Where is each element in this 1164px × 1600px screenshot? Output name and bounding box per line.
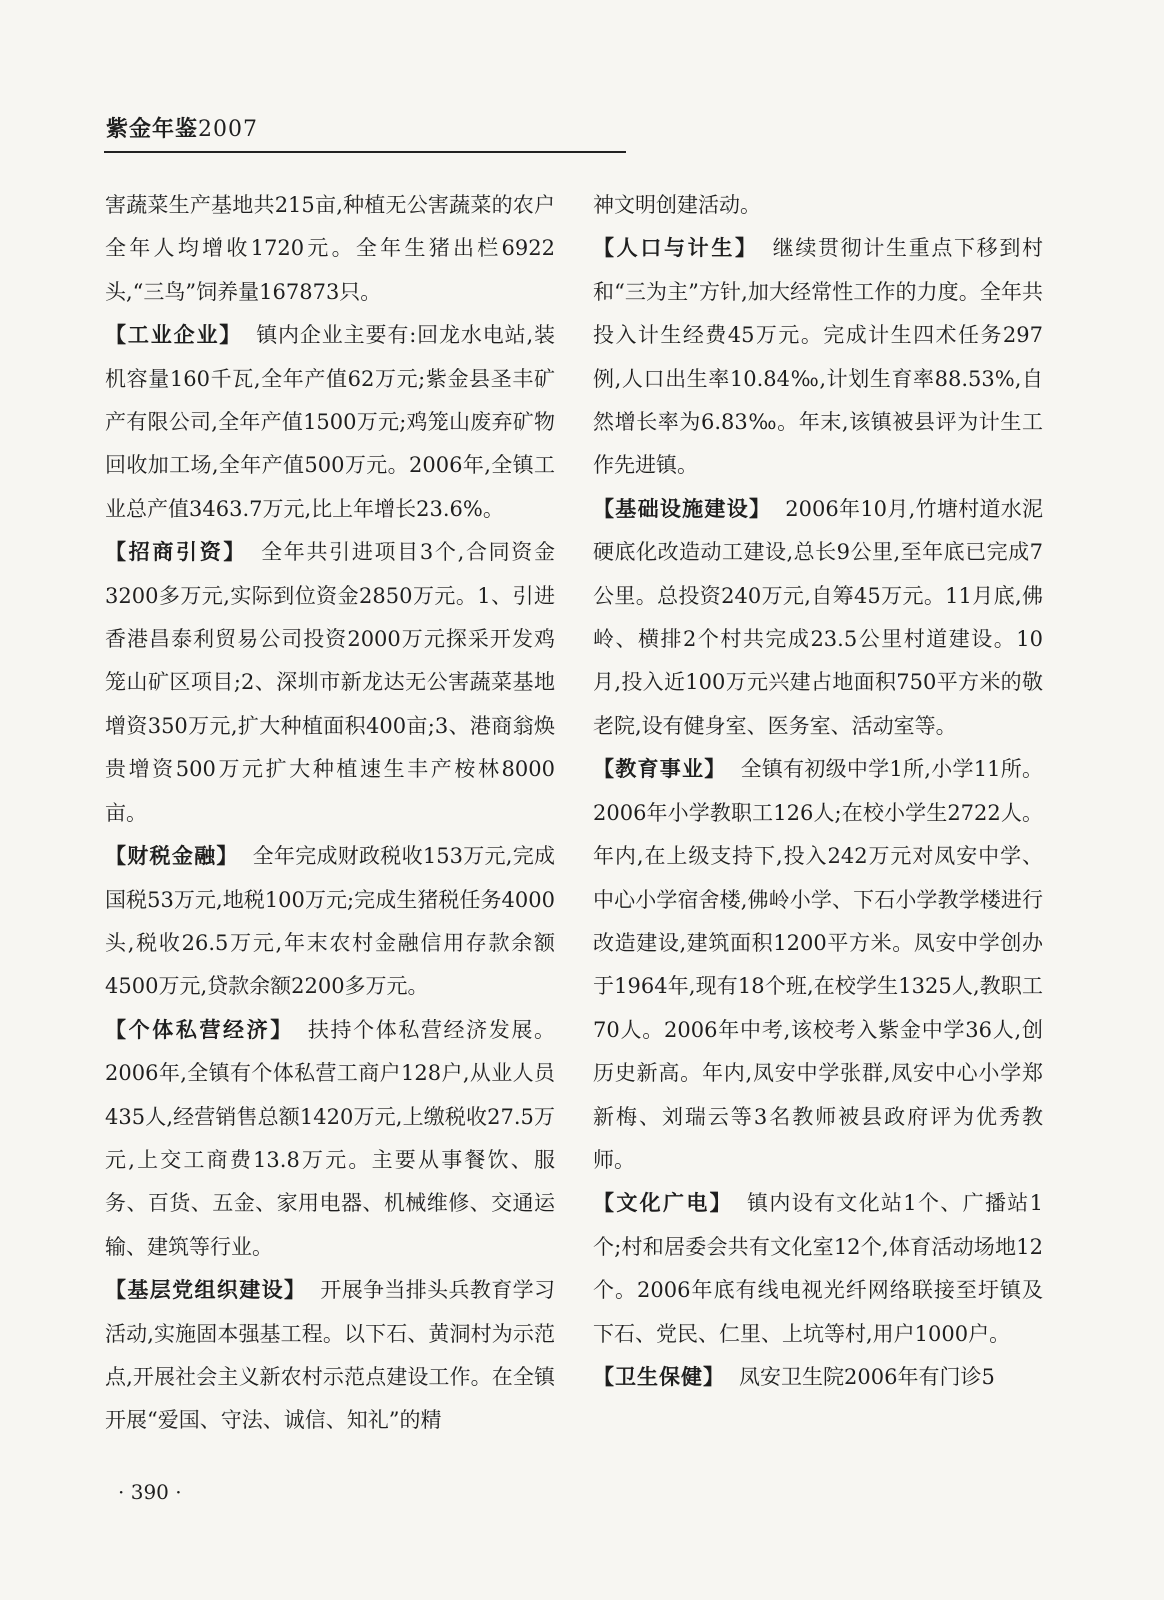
paragraph xyxy=(105,835,555,1009)
book-year: 2007 xyxy=(198,117,259,142)
paragraph-text: 镇内设有文化站1个、广播站1个;村和居委会共有文化室12个,体育活动场地12个。2006年底有线电视光纤网络联接至圩镇及下石、党民、仁里、上坑等村,用户1000户。 xyxy=(593,1191,1043,1346)
section-heading: 【基础设施建设】 xyxy=(593,496,772,521)
paragraph xyxy=(593,1182,1043,1356)
paragraph-text: 2006年10月,竹塘村道水泥硬底化改造动工建设,总长9公里,至年底已完成7公里。总投资240万元,自筹45万元。11月底,佛岭、横排2个村共完成23.5公里村道建设。10月,投入近100万元兴建占地面积750平方米的敬老院,设有健身室、医务室、活动室等。 xyxy=(593,496,1044,738)
section-heading: 【财税金融】 xyxy=(105,844,239,869)
paragraph-text: 扶持个体私营经济发展。2006年,全镇有个体私营工商户128户,从业人员435人,经营销售总额1420万元,上缴税收27.5万元,上交工商费13.8万元。主要从事餐饮、服务、百货、五金、家用电器、机械维修、交通运输、建筑等行业。 xyxy=(105,1017,556,1259)
section-heading: 【基层党组织建设】 xyxy=(105,1278,307,1303)
book-name: 紫金年鉴 xyxy=(106,117,199,142)
right-column xyxy=(593,184,1043,1399)
left-column xyxy=(105,184,555,1443)
paragraph-text: 全镇有初级中学1所,小学11所。2006年小学教职工126人;在校小学生2722人。年内,在上级支持下,投入242万元对凤安中学、中心小学宿舍楼,佛岭小学、下石小学教学楼进行改造建设,建筑面积1200平方米。凤安中学创办于1964年,现有18个班,在校学生1325人,教职工70人。2006年中考,该校考入紫金中学36人,创历史新高。年内,凤安中学张群,凤安中心小学郑新梅、刘瑞云等3名教师被县政府评为优秀教师。 xyxy=(593,757,1043,1172)
section-heading: 【工业企业】 xyxy=(105,323,243,348)
paragraph-text: 开展争当排头兵教育学习活动,实施固本强基工程。以下石、黄洞村为示范点,开展社会主义新农村示范点建设工作。在全镇开展“爱国、守法、诚信、知礼”的精 xyxy=(105,1278,556,1433)
paragraph xyxy=(593,227,1043,487)
paragraph-text: 害蔬菜生产基地共215亩,种植无公害蔬菜的农户全年人均增收1720元。全年生猪出栏6922头,“三鸟”饲养量167873只。 xyxy=(105,193,555,304)
running-header xyxy=(106,112,258,143)
section-heading: 【个体私营经济】 xyxy=(105,1017,294,1042)
paragraph-text: 镇内企业主要有:回龙水电站,装机容量160千瓦,全年产值62万元;紫金县圣丰矿产有限公司,全年产值1500万元;鸡笼山废弃矿物回收加工场,全年产值500万元。2006年,全镇工业总产值3463.7万元,比上年增长23.6%。 xyxy=(105,323,556,521)
page-number: · 390 · xyxy=(118,1480,182,1504)
paragraph xyxy=(593,488,1043,748)
section-heading: 【教育事业】 xyxy=(593,757,727,782)
paragraph-text: 全年共引进项目3个,合同资金3200多万元,实际到位资金2850万元。1、引进香港昌泰利贸易公司投资2000万元探采开发鸡笼山矿区项目;2、深圳市新龙达无公害蔬菜基地增资350万元,扩大种植面积400亩;3、港商翁焕贵增资500万元扩大种植速生丰产桉林8000亩。 xyxy=(105,540,555,825)
paragraph xyxy=(593,184,1043,227)
section-heading: 【招商引资】 xyxy=(105,540,248,565)
paragraph-text: 全年完成财政税收153万元,完成国税53万元,地税100万元;完成生猪税任务4000头,税收26.5万元,年末农村金融信用存款余额4500万元,贷款余额2200多万元。 xyxy=(105,844,555,999)
section-heading: 【文化广电】 xyxy=(593,1191,733,1216)
paragraph xyxy=(593,748,1043,1182)
section-heading: 【卫生保健】 xyxy=(593,1364,725,1389)
header-rule xyxy=(104,151,626,153)
paragraph xyxy=(105,184,555,314)
paragraph-text: 神文明创建活动。 xyxy=(593,193,761,217)
paragraph xyxy=(593,1356,1043,1399)
paragraph-text: 继续贯彻计生重点下移到村和“三为主”方针,加大经常性工作的力度。全年共投入计生经费45万元。完成计生四术任务297例,人口出生率10.84‰,计划生育率88.53%,自然增长率为6.83‰。年末,该镇被县评为计生工作先进镇。 xyxy=(593,236,1044,478)
paragraph xyxy=(105,314,555,531)
paragraph xyxy=(105,531,555,835)
paragraph xyxy=(105,1269,555,1443)
paragraph xyxy=(105,1009,555,1269)
paragraph-text: 凤安卫生院2006年有门诊5 xyxy=(739,1364,995,1389)
section-heading: 【人口与计生】 xyxy=(593,236,759,261)
